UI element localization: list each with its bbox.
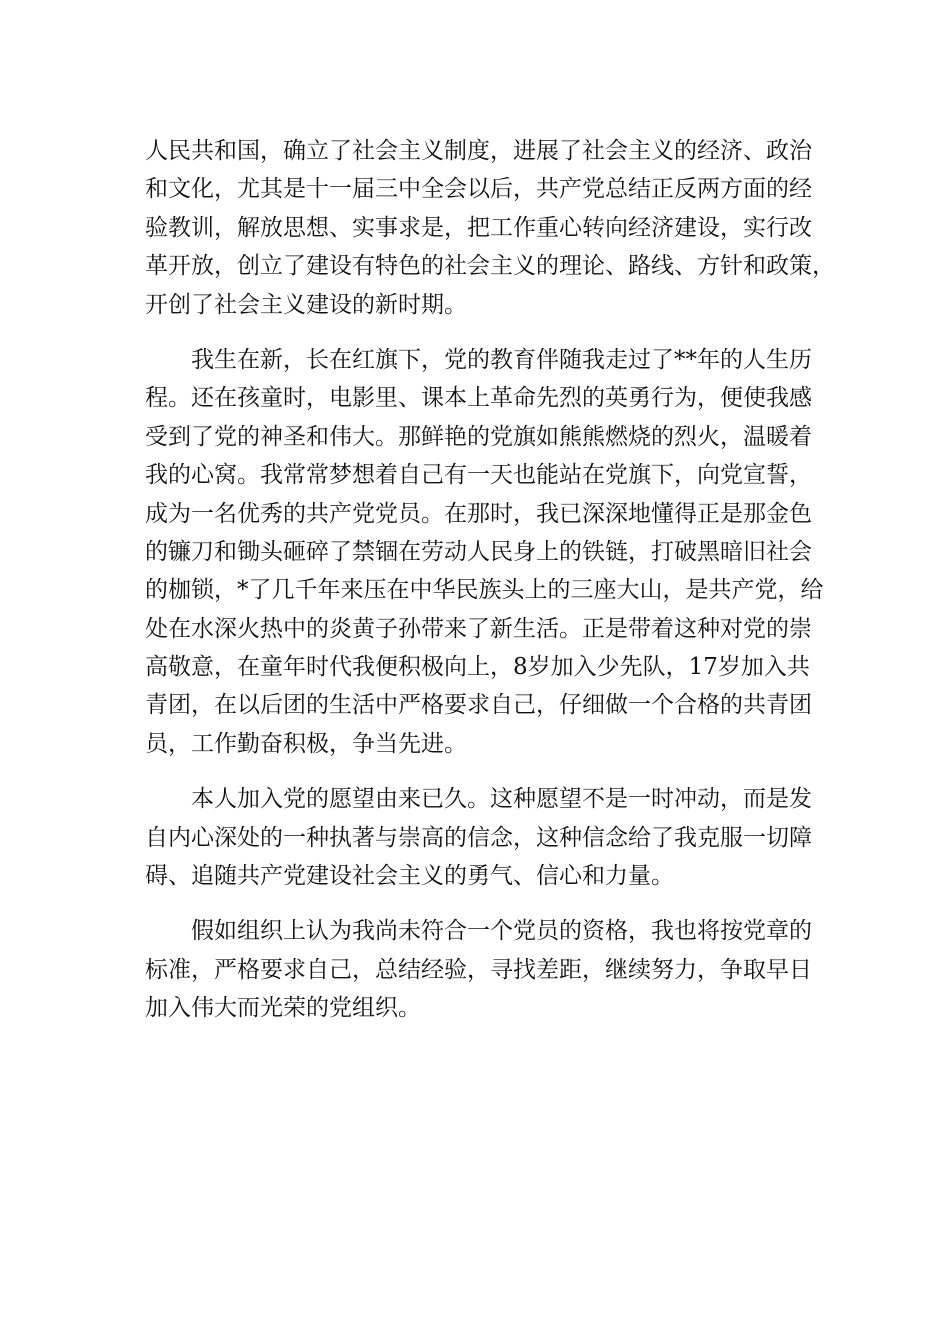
paragraph-gap bbox=[145, 895, 825, 912]
text-line: 碍、追随共产党建设社会主义的勇气、信心和力量。 bbox=[145, 863, 674, 890]
text-line: 标准，严格要求自己，总结经验，寻找差距，继续努力，争取早日 bbox=[145, 956, 812, 983]
text-line: 本人加入党的愿望由来已久。这种愿望不是一时冲动，而是发 bbox=[145, 786, 812, 813]
paragraph-gap bbox=[145, 763, 825, 780]
text-line: 处在水深火热中的炎黄子孙带来了新生活。正是带着这种对党的崇 bbox=[145, 615, 812, 642]
text-line: 程。还在孩童时，电影里、课本上革命先烈的英勇行为，便使我感 bbox=[145, 385, 812, 412]
text-line: 受到了党的神圣和伟大。那鲜艳的党旗如熊熊燃烧的烈火，温暖着 bbox=[145, 423, 812, 450]
text-line: 我生在新，长在红旗下，党的教育伴随我走过了**年的人生历 bbox=[145, 346, 812, 373]
text-line: 验教训，解放思想、实事求是，把工作重心转向经济建设，实行改 bbox=[145, 214, 812, 241]
text-line: 假如组织上认为我尚未符合一个党员的资格，我也将按党章的 bbox=[145, 918, 812, 945]
text-line: 成为一名优秀的共产党党员。在那时，我已深深地懂得正是那金色 bbox=[145, 500, 812, 527]
text-line: 高敬意，在童年时代我便积极向上，8岁加入少先队，17岁加入共 bbox=[145, 654, 810, 681]
text-line: 革开放，创立了建设有特色的社会主义的理论、路线、方针和政策， bbox=[145, 253, 835, 280]
text-line: 开创了社会主义建设的新时期。 bbox=[145, 291, 467, 318]
text-line: 青团，在以后团的生活中严格要求自己，仔细做一个合格的共青团 bbox=[145, 692, 812, 719]
text-line: 的镰刀和锄头砸碎了禁锢在劳动人民身上的铁链，打破黑暗旧社会 bbox=[145, 538, 812, 565]
paragraph-gap bbox=[145, 324, 825, 341]
text-line: 自内心深处的一种执著与崇高的信念，这种信念给了我克服一切障 bbox=[145, 824, 812, 851]
text-line: 和文化，尤其是十一届三中全会以后，共产党总结正反两方面的经 bbox=[145, 176, 812, 203]
text-line: 我的心窝。我常常梦想着自己有一天也能站在党旗下，向党宣誓， bbox=[145, 462, 812, 489]
text-line: 的枷锁，*了几千年来压在中华民族头上的三座大山，是共产党，给 bbox=[145, 577, 824, 604]
text-line: 加入伟大而光荣的党组织。 bbox=[145, 995, 421, 1022]
text-line: 员，工作勤奋积极，争当先进。 bbox=[145, 730, 467, 757]
document-body bbox=[145, 132, 835, 1028]
text-line: 人民共和国，确立了社会主义制度，进展了社会主义的经济、政治 bbox=[145, 138, 812, 164]
